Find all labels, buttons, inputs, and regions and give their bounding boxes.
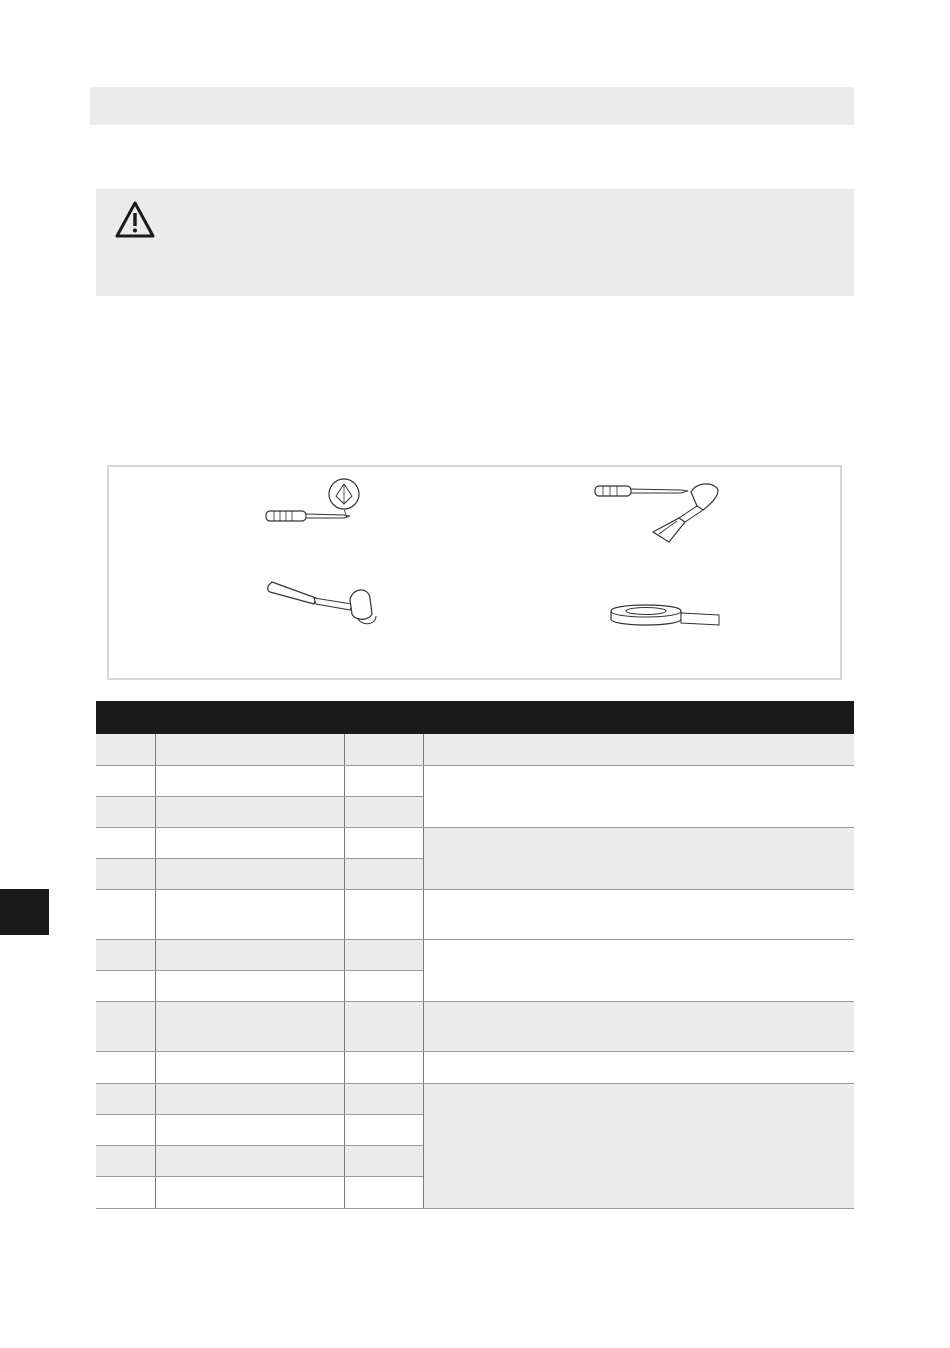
table-divider [96, 1176, 423, 1177]
table-cell-number [96, 940, 155, 971]
table-cell-quantity [344, 1084, 423, 1115]
tools-panel [107, 465, 842, 680]
table-cell-name [155, 766, 344, 797]
table-cell-number [96, 1052, 155, 1084]
table-divider [96, 889, 854, 890]
table-cell-name [155, 1177, 344, 1208]
table-cell-name [155, 1084, 344, 1115]
table-cell-name [155, 971, 344, 1002]
table-cell-quantity [344, 940, 423, 971]
table-divider [96, 765, 854, 766]
warning-box [96, 189, 854, 296]
table-cell-number [96, 734, 155, 766]
table-cell-remark [423, 940, 854, 1002]
table-cell-quantity [344, 1146, 423, 1177]
hammer-icon [264, 574, 384, 634]
section-side-tab [0, 889, 49, 935]
table-cell-name [155, 1002, 344, 1052]
table-cell-name [155, 1115, 344, 1146]
table-divider [96, 1001, 854, 1002]
warning-triangle-icon [114, 200, 156, 240]
table-cell-quantity [344, 1002, 423, 1052]
table-cell-name [155, 734, 344, 766]
table-cell-quantity [344, 797, 423, 828]
table-cell-number [96, 766, 155, 797]
table-cell-quantity [344, 734, 423, 766]
phillips-screwdriver-icon [264, 474, 364, 534]
table-cell-name [155, 1146, 344, 1177]
table-cell-remark [423, 766, 854, 828]
insulation-tape-icon [607, 597, 727, 633]
table-cell-quantity [344, 1177, 423, 1208]
table-divider [96, 939, 854, 940]
table-cell-number [96, 1002, 155, 1052]
table-cell-name [155, 828, 344, 859]
table-cell-number [96, 1146, 155, 1177]
table-cell-number [96, 828, 155, 859]
table-cell-remark [423, 1084, 854, 1208]
table-cell-number [96, 1084, 155, 1115]
table-cell-quantity [344, 859, 423, 890]
table-divider [96, 827, 854, 828]
table-divider [96, 1208, 854, 1209]
table-cell-quantity [344, 766, 423, 797]
table-cell-remark [423, 890, 854, 940]
table-cell-remark [423, 734, 854, 766]
table-divider [96, 796, 423, 797]
screwdriver-wire-stripper-icon [593, 480, 723, 550]
table-cell-number [96, 1115, 155, 1146]
table-cell-number [96, 971, 155, 1002]
table-cell-number [96, 797, 155, 828]
table-cell-remark [423, 1052, 854, 1084]
table-cell-name [155, 1052, 344, 1084]
table-header-row [96, 701, 854, 734]
table-cell-number [96, 1177, 155, 1208]
section-header-band [90, 87, 854, 125]
table-cell-name [155, 890, 344, 940]
table-divider [96, 1051, 854, 1052]
table-cell-quantity [344, 828, 423, 859]
table-cell-remark [423, 828, 854, 890]
table-divider [96, 858, 423, 859]
table-divider [96, 1114, 423, 1115]
table-cell-quantity [344, 971, 423, 1002]
table-cell-number [96, 890, 155, 940]
table-cell-name [155, 940, 344, 971]
table-cell-quantity [344, 1052, 423, 1084]
table-cell-name [155, 859, 344, 890]
table-cell-number [96, 859, 155, 890]
table-cell-quantity [344, 1115, 423, 1146]
table-cell-quantity [344, 890, 423, 940]
table-cell-name [155, 797, 344, 828]
table-divider [96, 970, 423, 971]
table-cell-remark [423, 1002, 854, 1052]
table-divider [96, 1083, 854, 1084]
table-divider [96, 1145, 423, 1146]
